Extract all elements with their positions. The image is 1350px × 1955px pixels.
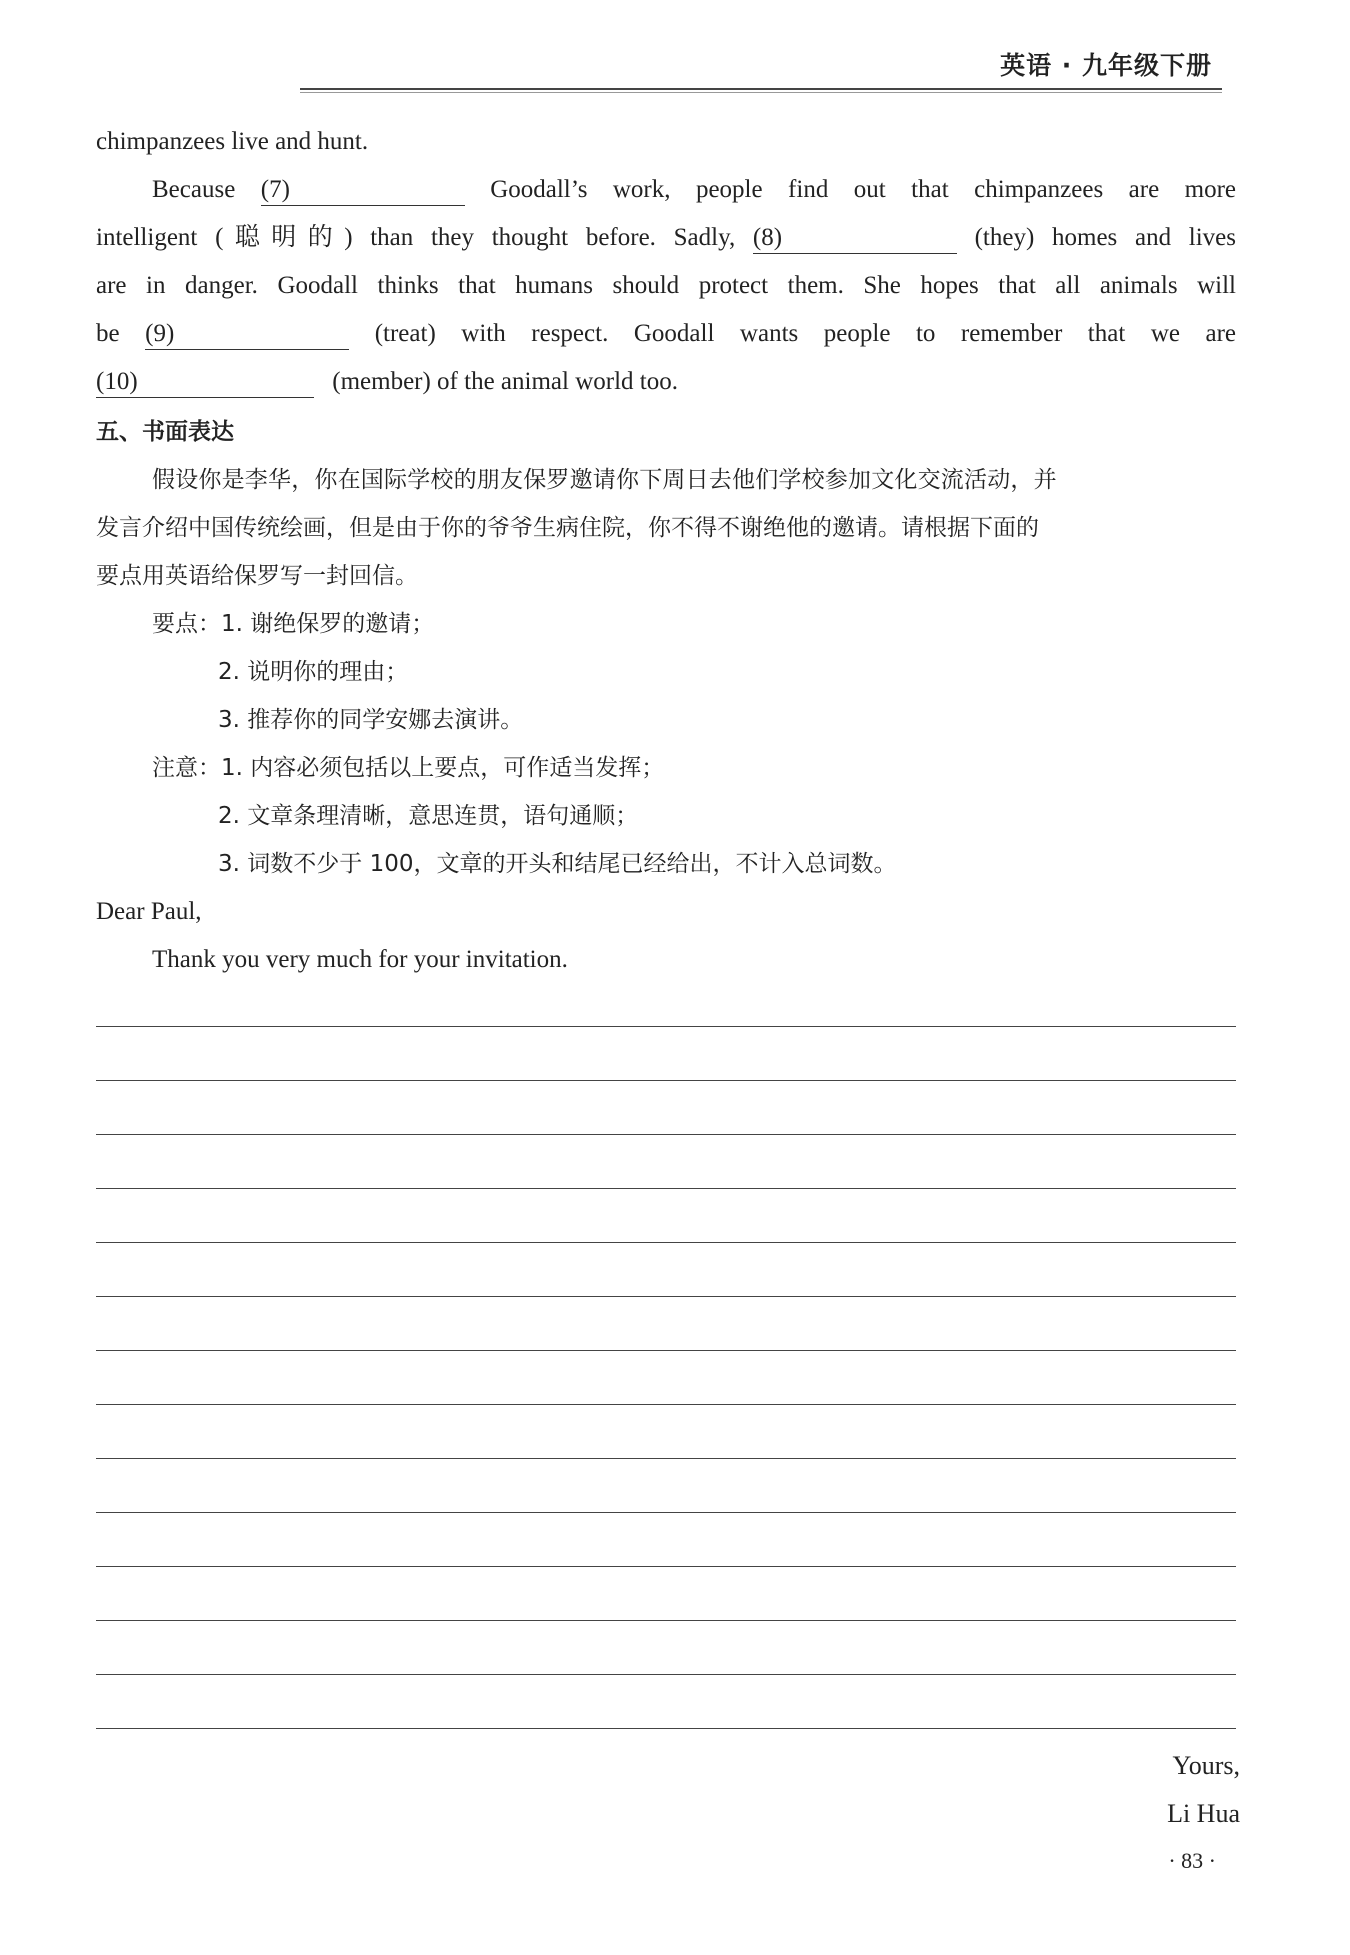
writing-line[interactable] [96,1350,1236,1351]
task-intro-line-2: 发言介绍中国传统绘画，但是由于你的爷爷生病住院，你不得不谢绝他的邀请。请根据下面的 [96,515,1039,541]
writing-line[interactable] [96,1566,1236,1567]
header-rule [300,88,1222,90]
writing-line[interactable] [96,1674,1236,1675]
writing-line[interactable] [96,1242,1236,1243]
writing-line[interactable] [96,1620,1236,1621]
notes-item-3: 3. 词数不少于 100，文章的开头和结尾已经给出，不计入总词数。 [218,851,897,877]
answer-blank-10[interactable]: (10) [96,367,314,398]
task-intro-line-3: 要点用英语给保罗写一封回信。 [96,563,418,589]
passage-line-3 [96,214,1236,262]
passage-text: Goodall’s work, people find out that chimpanzees are more [490,176,1236,203]
passage-line-1: chimpanzees live and hunt. [96,128,369,155]
writing-line[interactable] [96,1134,1236,1135]
letter-opening: Thank you very much for your invitation. [152,946,568,973]
notes-item-1 [152,744,1236,792]
passage-text: (they) homes and lives [974,224,1236,251]
points-item-2: 2. 说明你的理由； [218,659,409,685]
writing-line[interactable] [96,1026,1236,1027]
page-number: · 83 · [1168,1848,1216,1873]
writing-line[interactable] [96,1404,1236,1405]
passage-text: (treat) with respect. Goodall wants people to remember that we are [374,320,1237,347]
passage-text: be [96,320,120,347]
answer-blank-7[interactable]: (7) [261,175,465,206]
points-item-1 [152,600,1236,648]
answer-blank-9[interactable]: (9) [145,319,349,350]
writing-line[interactable] [96,1188,1236,1189]
passage-line-5 [96,310,1236,358]
writing-line[interactable] [96,1728,1236,1729]
writing-line[interactable] [96,1458,1236,1459]
passage-line-4: are in danger. Goodall thinks that humans should protect them. She hopes that all animals will [96,272,1236,299]
passage-text: (member) of the animal world too. [332,368,678,395]
task-intro-line-1: 假设你是李华，你在国际学校的朋友保罗邀请你下周日去他们学校参加文化交流活动，并 [152,467,1057,493]
passage-line-2 [152,166,1236,214]
points-text: 1. 谢绝保罗的邀请； [221,611,435,637]
passage-text: Because [152,176,236,203]
section-heading: 五、书面表达 [96,419,234,445]
passage-text: intelligent (聪明的) than they thought before. Sadly, [96,224,736,251]
letter-signature: Li Hua [1167,1799,1240,1828]
writing-line[interactable] [96,1296,1236,1297]
notes-label: 注意： [152,755,221,781]
letter-greeting: Dear Paul, [96,898,202,925]
header-rule-thin [300,92,1222,93]
answer-blank-8[interactable]: (8) [753,223,957,254]
writing-line[interactable] [96,1512,1236,1513]
points-label: 要点： [152,611,221,637]
writing-line[interactable] [96,1080,1236,1081]
page-header-title: 英语 · 九年级下册 [1000,51,1212,80]
points-item-3: 3. 推荐你的同学安娜去演讲。 [218,707,524,733]
notes-item-2: 2. 文章条理清晰，意思连贯，语句通顺； [218,803,639,829]
passage-line-6 [96,358,1236,406]
notes-text: 1. 内容必须包括以上要点，可作适当发挥； [221,755,665,781]
letter-closing: Yours, [1172,1751,1240,1780]
